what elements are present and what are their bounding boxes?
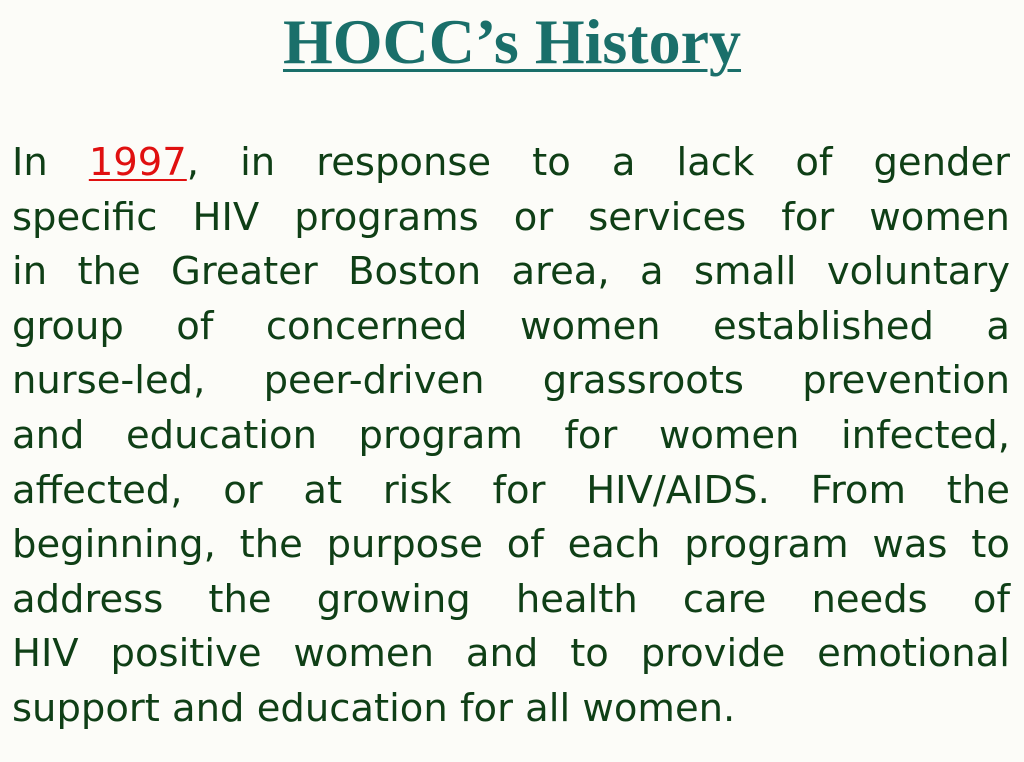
paragraph-word: programs (294, 194, 479, 240)
paragraph-word: growing (316, 576, 471, 622)
paragraph-word: affected, (12, 467, 183, 513)
paragraph-word: established (713, 303, 934, 349)
paragraph-word: needs (811, 576, 928, 622)
paragraph-word: HIV (192, 194, 260, 240)
paragraph-line (12, 518, 1010, 573)
paragraph-word: the (77, 249, 141, 295)
paragraph-word: a (986, 303, 1010, 349)
paragraph-line (12, 409, 1010, 464)
paragraph-word: was (872, 522, 948, 568)
paragraph-word: care (682, 576, 767, 622)
paragraph-word: to (971, 522, 1010, 568)
paragraph-word: education (125, 412, 317, 458)
paragraph-word: program (684, 522, 849, 568)
paragraph-word: area, (511, 249, 610, 295)
paragraph-word: women (658, 412, 800, 458)
paragraph-word: small (693, 249, 797, 295)
paragraph-line (12, 627, 1010, 682)
highlight-year: 1997 (88, 140, 187, 185)
paragraph-word: Boston (348, 249, 482, 295)
paragraph-word: of (176, 303, 214, 349)
paragraph-word: beginning, (12, 522, 216, 568)
slide-title: HOCC’s History (282, 6, 742, 77)
paragraph-word: voluntary (826, 249, 1010, 295)
paragraph-word: to (570, 631, 609, 677)
paragraph-word: of (506, 522, 544, 568)
history-paragraph (12, 136, 1010, 737)
paragraph-line (12, 245, 1010, 300)
paragraph-word: support and education for all women. (12, 685, 736, 731)
paragraph-word: response (316, 140, 492, 185)
paragraph-word: Greater (171, 249, 318, 295)
paragraph-word: concerned (265, 303, 468, 349)
paragraph-word: address (12, 576, 164, 622)
paragraph-word: gender (873, 140, 1010, 185)
paragraph-word: the (239, 522, 303, 568)
paragraph-word: in (240, 140, 276, 185)
paragraph-word: a (639, 249, 664, 295)
paragraph-word: of (795, 140, 833, 185)
paragraph-word: to (532, 140, 571, 185)
paragraph-word: nurse-led, (12, 358, 206, 404)
paragraph-word: 1997, (88, 140, 200, 185)
paragraph-word: In (12, 140, 48, 185)
paragraph-word: women (519, 303, 661, 349)
paragraph-word: services (588, 194, 747, 240)
paragraph-word: prevention (802, 358, 1010, 404)
paragraph-word: a (611, 140, 636, 185)
paragraph-line (12, 464, 1010, 519)
paragraph-word: group (12, 303, 124, 349)
paragraph-line (12, 354, 1010, 409)
paragraph-word: women (869, 194, 1010, 240)
paragraph-line (12, 191, 1010, 246)
paragraph-word: program (358, 412, 523, 458)
paragraph-word: for (492, 467, 546, 513)
paragraph-word: health (515, 576, 638, 622)
paragraph-word: the (946, 467, 1010, 513)
paragraph-word: specific (12, 194, 158, 240)
paragraph-word: lack (676, 140, 755, 185)
paragraph-word: the (208, 576, 272, 622)
paragraph-word: for (781, 194, 835, 240)
paragraph-word: HIV (12, 631, 79, 677)
paragraph-word: in (12, 249, 48, 295)
paragraph-word: positive (110, 631, 262, 677)
paragraph-word: for (564, 412, 618, 458)
paragraph-word: peer-driven (263, 358, 485, 404)
paragraph-word: each (567, 522, 661, 568)
paragraph-line (12, 682, 1010, 737)
paragraph-word: of (972, 576, 1010, 622)
paragraph-word: purpose (326, 522, 483, 568)
paragraph-word: and (12, 412, 85, 458)
paragraph-word: women (293, 631, 435, 677)
paragraph-word: provide (640, 631, 786, 677)
paragraph-word: risk (382, 467, 452, 513)
paragraph-line (12, 573, 1010, 628)
paragraph-word: HIV/AIDS. (586, 467, 770, 513)
paragraph-word: grassroots (542, 358, 744, 404)
paragraph-line (12, 136, 1010, 191)
paragraph-word: infected, (840, 412, 1010, 458)
paragraph-word: and (465, 631, 539, 677)
paragraph-line (12, 300, 1010, 355)
paragraph-word: emotional (817, 631, 1010, 677)
paragraph-word: or (513, 194, 554, 240)
paragraph-word: at (303, 467, 343, 513)
paragraph-word: From (810, 467, 906, 513)
paragraph-word: or (223, 467, 263, 513)
